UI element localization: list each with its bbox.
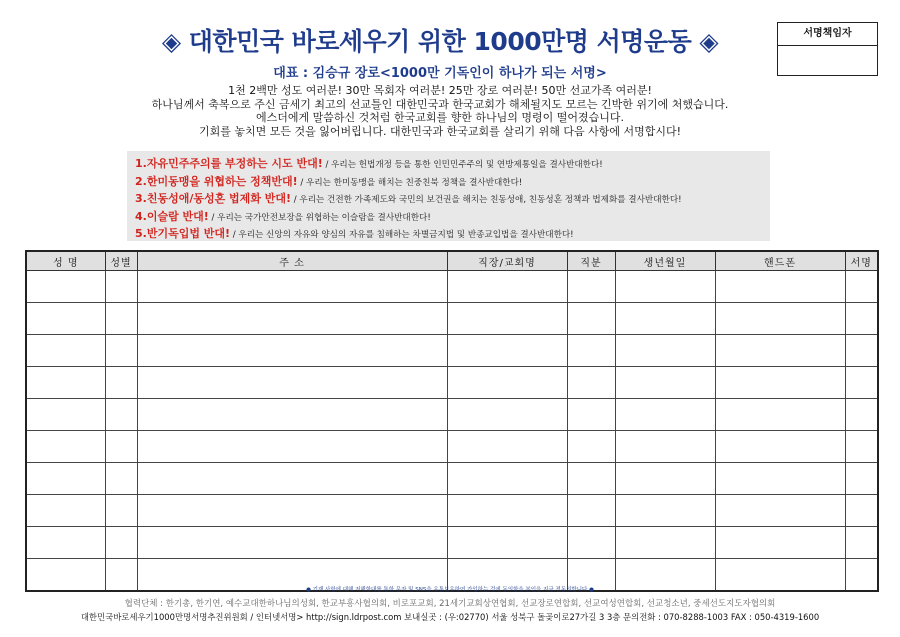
signature-cell[interactable] <box>845 463 878 495</box>
consent-footnote: ● 기재 사항에 대해 저해함대를 통한 문자 및 SNS을 유통보유하여 가입하는 것에 동의함을 본인을 지금 전동의합니다 ● <box>306 587 594 593</box>
signature-cell[interactable] <box>845 335 878 367</box>
position-cell[interactable] <box>567 495 615 527</box>
table-row <box>26 271 878 303</box>
pledge-item <box>135 174 762 192</box>
table-row <box>26 335 878 367</box>
table-row <box>26 495 878 527</box>
birthdate-cell[interactable] <box>615 303 715 335</box>
birthdate-cell[interactable] <box>615 335 715 367</box>
pledge-text: / 우리는 국가안전보장을 위협하는 이슬람을 결사반대한다! <box>208 212 431 223</box>
gender-cell[interactable] <box>105 495 137 527</box>
pledge-title: 1.자유민주주의를 부정하는 시도 반대! <box>135 157 323 170</box>
address-cell[interactable] <box>137 527 447 559</box>
church-cell[interactable] <box>447 495 567 527</box>
gender-cell[interactable] <box>105 527 137 559</box>
signature-table <box>25 250 879 592</box>
table-row <box>26 527 878 559</box>
gender-cell[interactable] <box>105 463 137 495</box>
name-cell[interactable] <box>26 431 105 463</box>
phone-cell[interactable] <box>715 463 845 495</box>
pledge-item <box>135 209 762 227</box>
phone-cell[interactable] <box>715 367 845 399</box>
pledge-box <box>127 151 770 241</box>
intro-line: 하나님께서 축복으로 주신 금세기 최고의 선교틀인 대한민국과 한국교회가 해체될지도 모르는 긴박한 위기에 처했습니다. <box>151 97 729 111</box>
pledge-text: / 우리는 신앙의 자유와 양심의 자유를 침해하는 차별금지법 및 반종교입법을 결사반대한다! <box>230 230 574 241</box>
column-header-gender: 성별 <box>105 251 137 271</box>
church-cell[interactable] <box>447 271 567 303</box>
phone-cell[interactable] <box>715 271 845 303</box>
gender-cell[interactable] <box>105 399 137 431</box>
signature-cell[interactable] <box>845 527 878 559</box>
signer-box-label: 서명책임자 <box>778 23 877 46</box>
name-cell[interactable] <box>26 495 105 527</box>
column-header-address: 주 소 <box>137 251 447 271</box>
phone-cell[interactable] <box>715 303 845 335</box>
table-row <box>26 303 878 335</box>
signature-cell[interactable] <box>845 303 878 335</box>
intro-line: 기회를 놓치면 모든 것을 잃어버립니다. 대한민국과 한국교회를 살리기 위해 다음 사항에 서명합시다! <box>198 124 682 138</box>
intro-line: 에스더에게 말씀하신 것처럼 한국교회를 향한 하나님의 명령이 떨어졌습니다. <box>255 111 624 125</box>
birthdate-cell[interactable] <box>615 431 715 463</box>
position-cell[interactable] <box>567 399 615 431</box>
column-header-name: 성 명 <box>26 251 105 271</box>
table-row <box>26 367 878 399</box>
pledge-title: 4.이슬람 반대! <box>135 209 209 223</box>
church-cell[interactable] <box>447 463 567 495</box>
signer-box-field[interactable] <box>778 46 877 76</box>
address-cell[interactable] <box>137 367 447 399</box>
position-cell[interactable] <box>567 303 615 335</box>
name-cell[interactable] <box>26 527 105 559</box>
name-cell[interactable] <box>26 463 105 495</box>
subtitle: 대표 : 김승규 장로<1000만 기독인이 하나가 되는 서명> <box>273 66 607 81</box>
pledge-text: / 우리는 헌법개정 등을 통한 인민민주주의 및 연방제통일을 결사반대한다! <box>322 160 603 170</box>
column-header-workplace-church: 직장/교회명 <box>447 251 567 271</box>
position-cell[interactable] <box>567 271 615 303</box>
address-cell[interactable] <box>137 303 447 335</box>
phone-cell[interactable] <box>715 431 845 463</box>
address-cell[interactable] <box>137 463 447 495</box>
contact-info: 대한민국바로세우기1000만명서명추진위원회 / 인터넷서명> http://sign.ldrpost.com 보내실곳 : (우:02770) 서울 성북구 돌곶이로27가길 3 3층 문의전화 : 070-8288-1003 FAX : 050-4319-1600 <box>80 612 820 622</box>
address-cell[interactable] <box>137 431 447 463</box>
name-cell[interactable] <box>26 335 105 367</box>
column-header-phone: 핸드폰 <box>715 251 845 271</box>
gender-cell[interactable] <box>105 303 137 335</box>
signature-cell[interactable] <box>845 431 878 463</box>
pledge-text: / 우리는 건전한 가족제도와 국민의 보건권을 해치는 친동성애, 친동성혼 정책과 법제화를 결사반대한다! <box>291 195 682 206</box>
position-cell[interactable] <box>567 431 615 463</box>
signature-cell[interactable] <box>845 271 878 303</box>
birthdate-cell[interactable] <box>615 527 715 559</box>
column-header-birthdate: 생년월일 <box>615 251 715 271</box>
birthdate-cell[interactable] <box>615 463 715 495</box>
pledge-title: 2.한미동맹을 위협하는 정책반대! <box>135 174 298 188</box>
birthdate-cell[interactable] <box>615 495 715 527</box>
position-cell[interactable] <box>567 463 615 495</box>
birthdate-cell[interactable] <box>615 399 715 431</box>
phone-cell[interactable] <box>715 527 845 559</box>
column-header-signature: 서명 <box>845 251 878 271</box>
partner-orgs: 협력단체 : 한기총, 한기연, 예수교대한하나님의성회, 한교부흥사협의회, 비로포교회, 21세기교회상연협회, 선교장로연합회, 선교여성연합회, 선교청소년, 중세선도지도자협의회 <box>124 599 776 609</box>
pledge-item <box>135 191 762 209</box>
pledge-title: 3.친동성애/동성혼 법제화 반대! <box>135 192 292 206</box>
signer-box <box>777 22 878 76</box>
church-cell[interactable] <box>447 399 567 431</box>
signature-rows <box>26 271 878 592</box>
column-header-position: 직분 <box>567 251 615 271</box>
church-cell[interactable] <box>447 335 567 367</box>
address-cell[interactable] <box>137 399 447 431</box>
intro-text <box>50 84 830 138</box>
church-cell[interactable] <box>447 367 567 399</box>
signature-cell[interactable] <box>845 367 878 399</box>
gender-cell[interactable] <box>105 431 137 463</box>
gender-cell[interactable] <box>105 335 137 367</box>
phone-cell[interactable] <box>715 399 845 431</box>
gender-cell[interactable] <box>105 367 137 399</box>
address-cell[interactable] <box>137 495 447 527</box>
pledge-item <box>135 226 762 244</box>
name-cell[interactable] <box>26 303 105 335</box>
church-cell[interactable] <box>447 527 567 559</box>
church-cell[interactable] <box>447 431 567 463</box>
position-cell[interactable] <box>567 527 615 559</box>
position-cell[interactable] <box>567 335 615 367</box>
birthdate-cell[interactable] <box>615 271 715 303</box>
table-row <box>26 399 878 431</box>
table-header-row <box>26 251 878 271</box>
intro-line: 1천 2백만 성도 여러분! 30만 목회자 여러분! 25만 장로 여러분! 50만 선교가족 여러분! <box>228 84 652 97</box>
phone-cell[interactable] <box>715 495 845 527</box>
church-cell[interactable] <box>447 303 567 335</box>
name-cell[interactable] <box>26 367 105 399</box>
address-cell[interactable] <box>137 271 447 303</box>
name-cell[interactable] <box>26 399 105 431</box>
table-row <box>26 463 878 495</box>
signature-cell[interactable] <box>845 399 878 431</box>
table-row <box>26 431 878 463</box>
address-cell[interactable] <box>137 335 447 367</box>
position-cell[interactable] <box>567 367 615 399</box>
birthdate-cell[interactable] <box>615 367 715 399</box>
name-cell[interactable] <box>26 271 105 303</box>
pledge-title: 5.반기독입법 반대! <box>135 227 231 241</box>
page-title: ◈ 대한민국 바로세우기 위한 1000만명 서명운동 ◈ <box>161 27 719 56</box>
gender-cell[interactable] <box>105 271 137 303</box>
pledge-item <box>135 156 762 174</box>
pledge-text: / 우리는 한미동맹을 해치는 친중친북 정책을 결사반대한다! <box>297 177 523 188</box>
phone-cell[interactable] <box>715 335 845 367</box>
signature-cell[interactable] <box>845 495 878 527</box>
